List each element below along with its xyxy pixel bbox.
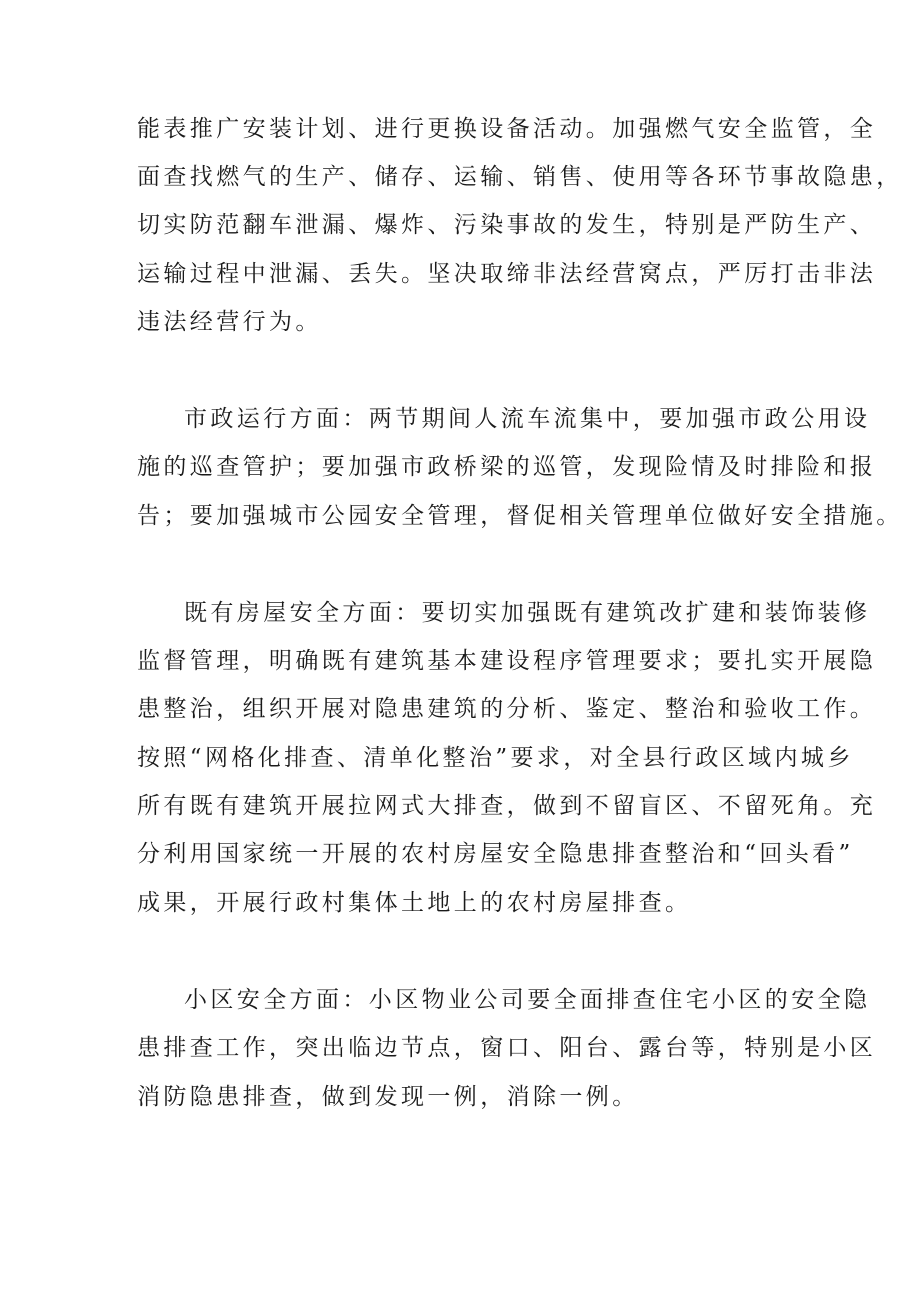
text-line: 切实防范翻车泄漏、爆炸、污染事故的发生，特别是严防生产、 bbox=[137, 212, 877, 238]
text-line: 施的巡查管护；要加强市政桥梁的巡管，发现险情及时排险和报 bbox=[137, 454, 877, 480]
text-line: 成果，开展行政村集体土地上的农村房屋排查。 bbox=[137, 890, 692, 916]
text-line: 小区安全方面：小区物业公司要全面排查住宅小区的安全隐 bbox=[184, 987, 871, 1013]
text-line: 能表推广安装计划、进行更换设备活动。加强燃气安全监管，全 bbox=[137, 116, 877, 142]
text-line: 既有房屋安全方面：要切实加强既有建筑改扩建和装饰装修 bbox=[184, 600, 871, 626]
text-line: 所有既有建筑开展拉网式大排查，做到不留盲区、不留死角。充 bbox=[137, 793, 877, 819]
text-line: 分利用国家统一开展的农村房屋安全隐患排查整治和“回头看” bbox=[137, 841, 854, 867]
text-line: 监督管理，明确既有建筑基本建设程序管理要求；要扎实开展隐 bbox=[137, 648, 877, 674]
text-line: 面查找燃气的生产、储存、运输、销售、使用等各环节事故隐患， bbox=[137, 164, 903, 190]
text-line: 按照“网格化排查、清单化整治”要求，对全县行政区域内城乡 bbox=[137, 745, 854, 771]
text-line: 违法经营行为。 bbox=[137, 309, 322, 335]
text-line: 告；要加强城市公园安全管理，督促相关管理单位做好安全措施。 bbox=[137, 503, 903, 529]
text-line: 市政运行方面：两节期间人流车流集中，要加强市政公用设 bbox=[184, 406, 871, 432]
text-line: 运输过程中泄漏、丢失。坚决取缔非法经营窝点，严厉打击非法 bbox=[137, 261, 877, 287]
text-line: 患整治，组织开展对隐患建筑的分析、鉴定、整治和验收工作。 bbox=[137, 696, 877, 722]
text-line: 患排查工作，突出临边节点，窗口、阳台、露台等，特别是小区 bbox=[137, 1035, 877, 1061]
text-line: 消防隐患排查，做到发现一例，消除一例。 bbox=[137, 1084, 639, 1110]
